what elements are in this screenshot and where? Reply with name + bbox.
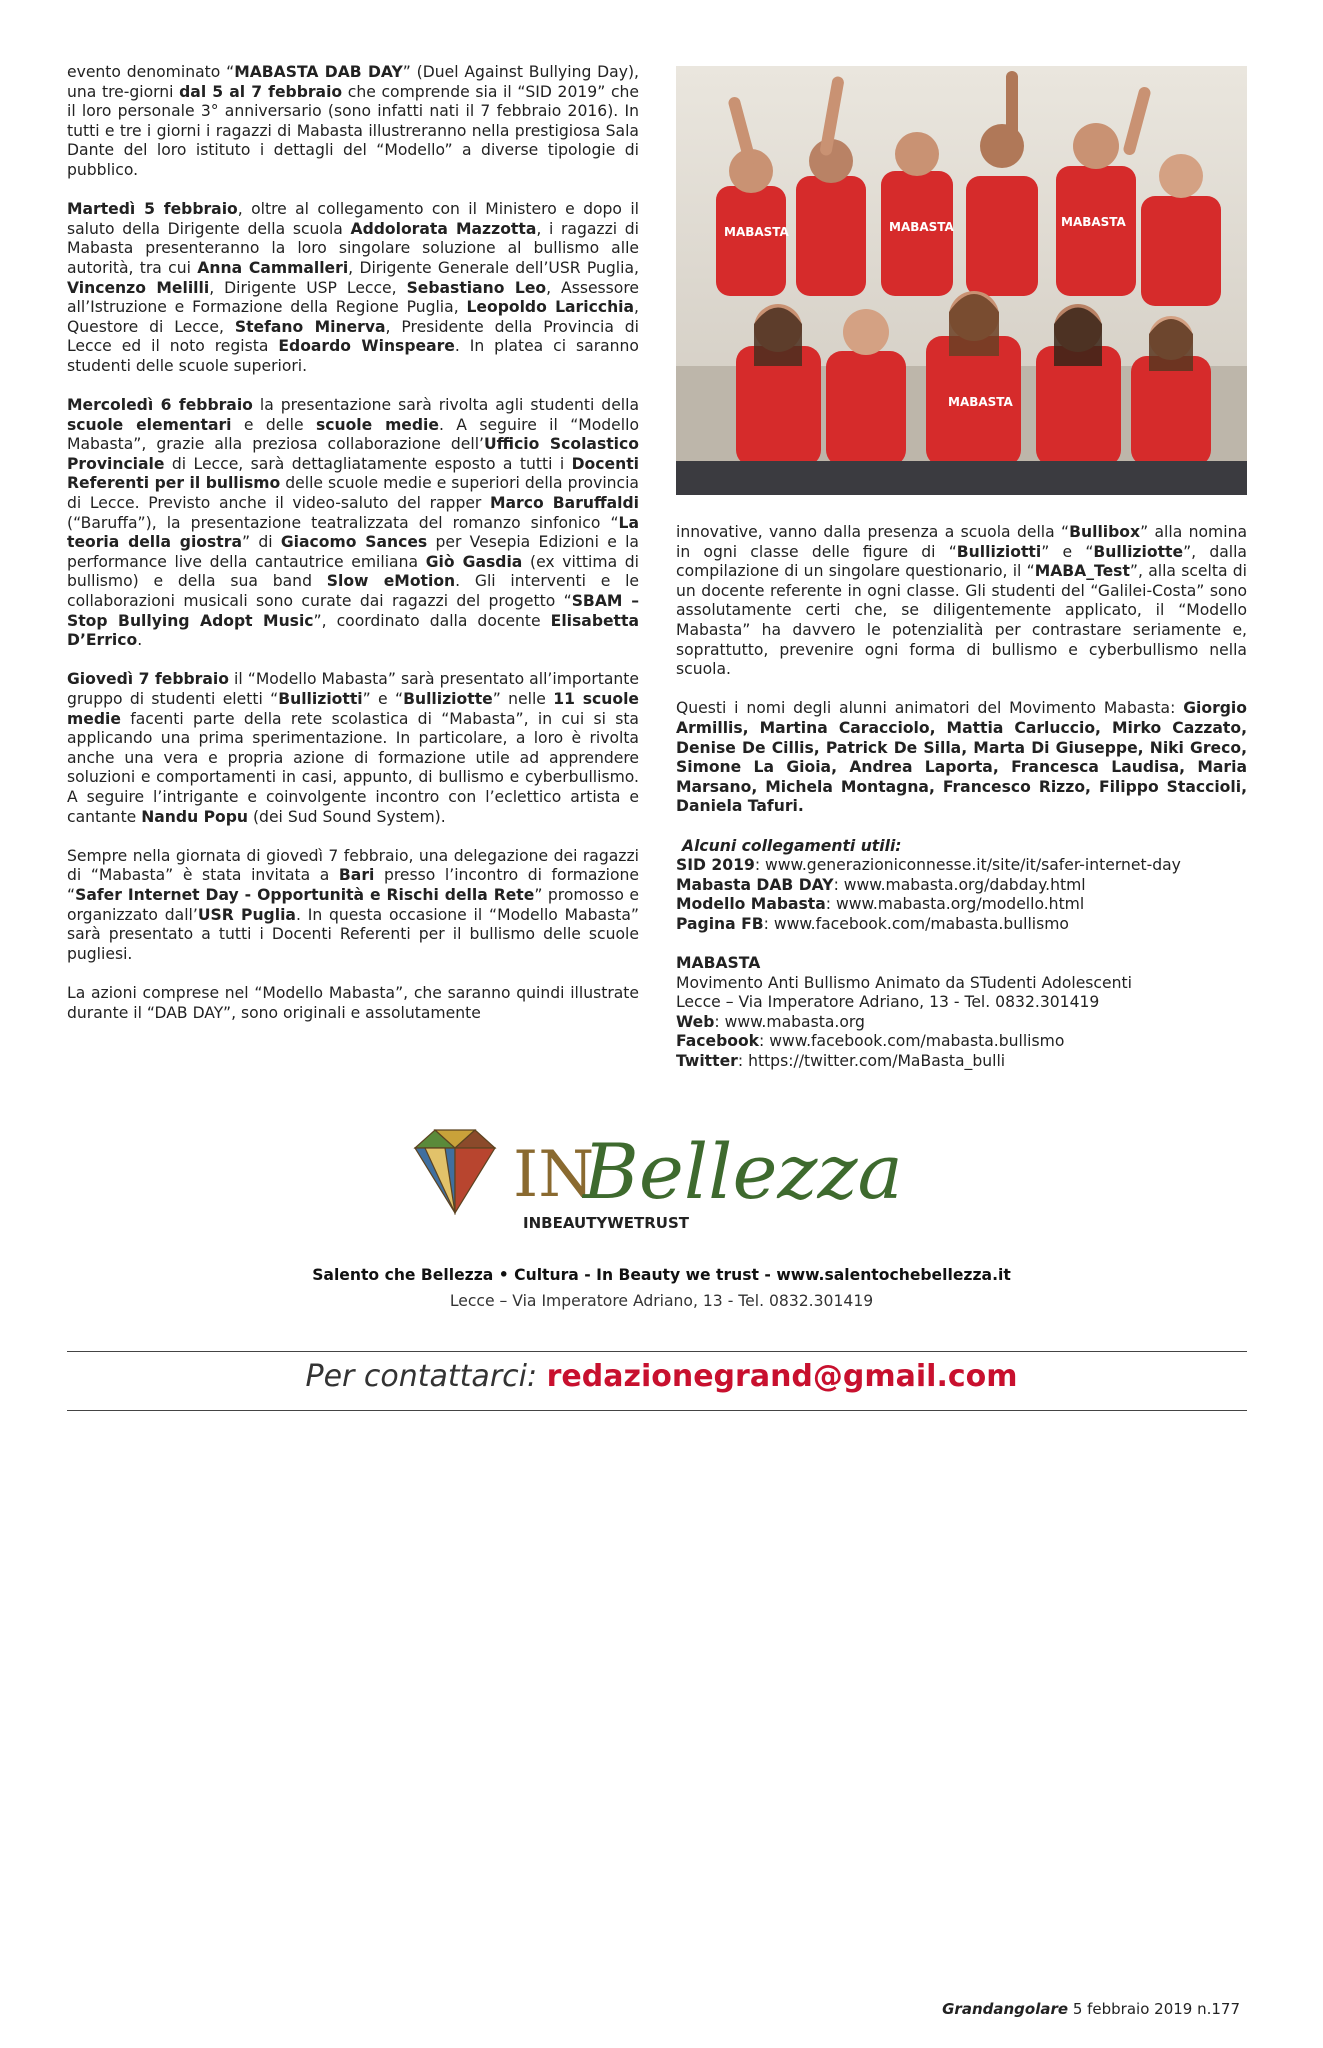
text-run: Questi i nomi degli alunni animatori del Movimento Mabasta: bbox=[676, 699, 1184, 718]
useful-link-item bbox=[676, 856, 1247, 876]
bold-text-run: scuole elementari bbox=[67, 415, 232, 434]
text-run: (ex vittima di bullismo) e della sua band bbox=[67, 552, 640, 591]
text-run: (dei Sud Sound System). bbox=[248, 807, 446, 826]
bold-text-run: scuole medie bbox=[315, 415, 439, 434]
text-run: . In questa occasione il “Modello Mabasta” sarà presentato a tutti i Docenti Referenti per il bullismo delle scuole pugliesi. bbox=[67, 905, 639, 963]
text-run: evento denominato “ bbox=[67, 63, 235, 81]
gem-facet bbox=[455, 1148, 495, 1213]
bold-text-run: Edoardo Winspeare bbox=[278, 337, 455, 356]
text-run: ” e “ bbox=[362, 690, 404, 708]
bold-text-run: Safer Internet Day - Opportunità e Rischi della Rete bbox=[75, 885, 535, 904]
text-run: , Dirigente USP Lecce, bbox=[209, 278, 407, 297]
bold-text-run: Ufficio Scolastico Provinciale bbox=[67, 435, 639, 473]
bold-text-run: Marco Baruffaldi bbox=[490, 494, 640, 513]
text-run: Sempre nella giornata di giovedì 7 febbraio, una delegazione dei ragazzi di “Mabasta” è stata invitata a bbox=[67, 846, 639, 885]
paragraph-tuesday bbox=[67, 200, 639, 376]
bold-text-run: Giovedì 7 febbraio bbox=[67, 670, 229, 689]
bold-text-run: Slow eMotion bbox=[326, 572, 456, 591]
bold-text-run: USR Puglia bbox=[197, 905, 296, 924]
bold-text-run: Giacomo Sances bbox=[280, 533, 428, 552]
text-run: il “Modello Mabasta” sarà presentato all’importante gruppo di studenti eletti “ bbox=[67, 670, 639, 708]
shirt-text: MABASTA bbox=[1061, 215, 1126, 229]
inbellezza-logo-graphic bbox=[405, 1118, 905, 1238]
text-run: , Assessore all’Istruzione e Formazione della Regione Puglia, bbox=[67, 278, 639, 317]
text-run: , oltre al collegamento con il Ministero e dopo il saluto della Dirigente della scuola bbox=[67, 200, 639, 238]
text-run: ” e “ bbox=[1041, 542, 1094, 561]
useful-link-url[interactable]: : www.facebook.com/mabasta.bullismo bbox=[763, 914, 1069, 933]
org-link-url[interactable]: : www.mabasta.org bbox=[714, 1012, 865, 1031]
org-full-name: Movimento Anti Bullismo Animato da STudenti Adolescenti bbox=[676, 973, 1132, 992]
text-run: , Presidente della Provincia di Lecce ed il noto regista bbox=[67, 317, 640, 356]
logo-in-text: IN bbox=[513, 1138, 595, 1212]
useful-links bbox=[676, 837, 1247, 935]
group-photo bbox=[676, 66, 1247, 495]
article-left-column bbox=[67, 63, 639, 1023]
org-link-item bbox=[676, 1052, 1247, 1072]
gem-icon bbox=[415, 1130, 495, 1213]
sponsor-address: Lecce – Via Imperatore Adriano, 13 - Tel. 0832.301419 bbox=[449, 1292, 874, 1310]
text-run: ”, coordinato dalla docente bbox=[313, 611, 551, 630]
bold-text-run: La teoria della giostra bbox=[67, 513, 639, 552]
useful-link-url[interactable]: : www.generazioniconnesse.it/site/it/safer-internet-day bbox=[754, 856, 1181, 875]
text-run: ”, alla scelta di un docente referente in ogni classe. Gli studenti del “Galilei-Costa” sono assolutamente certi che, se diligentemente applicato, il “Modello Mabasta” ha davvero le potenzialità per contrastare seriamente e, soprattutto, prevenire ogni forma di bullismo e cyberbullismo nella scuola. bbox=[676, 562, 1247, 679]
text-run: ”, dalla compilazione di un singolare questionario, il “ bbox=[676, 542, 1247, 581]
useful-link-item bbox=[676, 895, 1247, 915]
paragraph-innovative bbox=[676, 523, 1247, 680]
text-run: per Vesepia Edizioni e la performance live della cantautrice emiliana bbox=[67, 533, 639, 571]
text-run: . Gli interventi e le collaborazioni musicali sono curate dai ragazzi del progetto “ bbox=[67, 572, 639, 611]
bold-text-run: Bulliziotti bbox=[278, 690, 363, 708]
bold-text-run: Docenti Referenti per il bullismo bbox=[67, 454, 639, 493]
text-run: delle scuole medie e superiori della provincia di Lecce. Previsto anche il video-saluto del rapper bbox=[67, 474, 639, 513]
org-link-url[interactable]: : https://twitter.com/MaBasta_bulli bbox=[737, 1052, 1006, 1071]
bold-text-run: dal 5 al 7 febbraio bbox=[179, 82, 343, 101]
bold-text-run: Bulliziotte bbox=[403, 690, 493, 708]
text-run: . A seguire il “Modello Mabasta”, grazie alla preziosa collaborazione dell’ bbox=[67, 415, 639, 454]
text-run: La azioni comprese nel “Modello Mabasta”, che saranno quindi illustrate durante il “DAB DAY”, sono originali e assolutamente bbox=[67, 983, 639, 1022]
useful-link-url[interactable]: : www.mabasta.org/modello.html bbox=[825, 895, 1085, 914]
bold-text-run: Leopoldo Laricchia bbox=[466, 298, 635, 317]
shirt-text: MABASTA bbox=[724, 225, 789, 239]
sponsor-line: Salento che Bellezza • Cultura - In Beauty we trust - www.salentochebellezza.it bbox=[312, 1266, 1011, 1284]
text-run: innovative, vanno dalla presenza a scuola della “ bbox=[676, 523, 1070, 541]
text-run: ” alla nomina in ogni classe delle figure di “ bbox=[676, 523, 1248, 561]
bold-text-run: Bari bbox=[338, 866, 375, 885]
contact-label: Per contattarci: bbox=[305, 1359, 547, 1394]
bold-text-run: Bulliziotte bbox=[1093, 542, 1184, 561]
bold-text-run: Addolorata Mazzotta bbox=[350, 219, 537, 238]
org-links-list bbox=[676, 1013, 1247, 1072]
text-run: , Dirigente Generale dell’USR Puglia, bbox=[348, 258, 639, 277]
text-run: ” promosso e organizzato dall’ bbox=[67, 885, 639, 924]
paragraph-wednesday bbox=[67, 396, 639, 651]
bold-text-run: Sebastiano Leo bbox=[406, 278, 547, 297]
paragraph-actions bbox=[67, 984, 639, 1023]
text-run: e delle bbox=[231, 415, 316, 434]
bold-text-run: MABASTA DAB DAY bbox=[234, 63, 403, 81]
bold-text-run: 11 scuole medie bbox=[67, 690, 640, 728]
useful-link-label: Mabasta DAB DAY bbox=[676, 875, 834, 894]
divider-top bbox=[67, 1351, 1247, 1352]
text-run: la presentazione sarà rivolta agli studenti della bbox=[252, 396, 640, 415]
paragraph-intro bbox=[67, 63, 639, 181]
shirt-text: MABASTA bbox=[889, 220, 954, 234]
paragraph-names bbox=[676, 699, 1247, 817]
group-photo-illustration bbox=[676, 66, 1247, 495]
bold-text-run: Anna Cammalleri bbox=[197, 258, 349, 277]
text-run: , i ragazzi di Mabasta presenteranno la loro singolare soluzione al bullismo alle autorità, tra cui bbox=[67, 219, 640, 277]
paragraph-thursday bbox=[67, 670, 639, 827]
org-link-item bbox=[676, 1032, 1247, 1052]
contact-email-link[interactable]: redazionegrand@gmail.com bbox=[546, 1359, 1018, 1394]
bold-text-run: Nandu Popu bbox=[141, 807, 249, 826]
text-run: (“Baruffa”), la presentazione teatralizzata del romanzo sinfonico “ bbox=[67, 513, 619, 532]
divider-bottom bbox=[67, 1410, 1247, 1411]
text-run: ” (Duel Against Bullying Day), una tre-giorni bbox=[67, 63, 639, 101]
org-link-item bbox=[676, 1013, 1247, 1033]
inbellezza-logo bbox=[405, 1118, 905, 1238]
text-run: . In platea ci saranno studenti delle scuole superiori. bbox=[67, 337, 639, 375]
text-run: di Lecce, sarà dettagliatamente esposto a tutti i bbox=[164, 454, 572, 473]
publication-footer bbox=[942, 2000, 1240, 2018]
logo-tagline: INBEAUTYWETRUST bbox=[523, 1214, 690, 1232]
bold-text-run: Mercoledì 6 febbraio bbox=[67, 396, 253, 415]
useful-links-list bbox=[676, 856, 1247, 934]
bold-text-run: Martedì 5 febbraio bbox=[67, 200, 238, 219]
org-info bbox=[676, 954, 1247, 1072]
publication-date: 5 febbraio 2019 n.177 bbox=[1068, 2000, 1240, 2018]
org-link-url[interactable]: : www.facebook.com/mabasta.bullismo bbox=[759, 1032, 1065, 1051]
text-run: facenti parte della rete scolastica di “Mabasta”, in cui si sta applicando una prima sperimentazione. In particolare, a loro è rivolta anche una vera e propria azione di formazione utile ad apprendere soluzioni e comportamenti in casi, appunto, di bullismo e cyberbullismo. A seguire l’intrigante e coinvolgente incontro con l’eclettico artista e cantante bbox=[67, 709, 639, 826]
org-address: Lecce – Via Imperatore Adriano, 13 - Tel. 0832.301419 bbox=[676, 993, 1100, 1012]
paragraph-bari bbox=[67, 847, 639, 965]
bold-text-run: Elisabetta D’Errico bbox=[67, 611, 639, 650]
bold-text-run: Giò Gasdia bbox=[425, 552, 523, 571]
text-run: che comprende sia il “SID 2019” che il loro personale 3° anniversario (sono infatti nati il 7 febbraio 2016). In tutti e tre i giorni i ragazzi di Mabasta illustreranno nella prestigiosa Sala Dante del loro istituto i dettagli del “Modello” a diverse tipologie di pubblico. bbox=[67, 82, 639, 179]
students-front-row bbox=[676, 291, 1247, 495]
text-run: ” di bbox=[241, 533, 281, 552]
org-name: MABASTA bbox=[676, 954, 761, 973]
org-link-label: Web bbox=[676, 1012, 715, 1031]
bold-text-run: SBAM – Stop Bullying Adopt Music bbox=[67, 592, 639, 630]
org-link-label: Twitter bbox=[676, 1052, 738, 1071]
useful-link-label: Pagina FB bbox=[676, 914, 764, 933]
bold-text-run: Giorgio Armillis, Martina Caracciolo, Mattia Carluccio, Mirko Cazzato, Denise De Cillis, Patrick De Silla, Marta Di Giuseppe, Niki Greco, Simone La Gioia, Andrea Laporta, Francesca Laudisa, Maria Marsano, Michela Montagna, Francesco Rizzo, Filippo Staccioli, Daniela Tafuri. bbox=[676, 699, 1247, 816]
org-link-label: Facebook bbox=[676, 1032, 760, 1051]
useful-link-url[interactable]: : www.mabasta.org/dabday.html bbox=[833, 875, 1086, 894]
shirt-text: MABASTA bbox=[948, 395, 1013, 409]
publication-name: Grandangolare bbox=[942, 2000, 1069, 2018]
logo-brand-text: Bellezza bbox=[583, 1127, 903, 1216]
text-run: presso l’incontro di formazione “ bbox=[67, 866, 639, 904]
text-run: ” nelle bbox=[492, 690, 554, 708]
bold-text-run: Vincenzo Melilli bbox=[67, 278, 210, 297]
useful-links-heading: Alcuni collegamenti utili: bbox=[682, 836, 902, 855]
bold-text-run: Bulliziotti bbox=[956, 542, 1042, 561]
bold-text-run: Stefano Minerva bbox=[234, 317, 386, 336]
useful-link-label: SID 2019 bbox=[676, 856, 755, 875]
text-run: , Questore di Lecce, bbox=[67, 298, 640, 336]
bold-text-run: MABA_Test bbox=[1034, 562, 1130, 581]
useful-link-label: Modello Mabasta bbox=[676, 895, 826, 914]
bold-text-run: Bullibox bbox=[1069, 523, 1141, 541]
article-right-column bbox=[676, 523, 1247, 1072]
text-run: . bbox=[137, 631, 143, 650]
contact-line bbox=[0, 1359, 1323, 1394]
useful-link-item bbox=[676, 876, 1247, 896]
useful-link-item bbox=[676, 915, 1247, 935]
